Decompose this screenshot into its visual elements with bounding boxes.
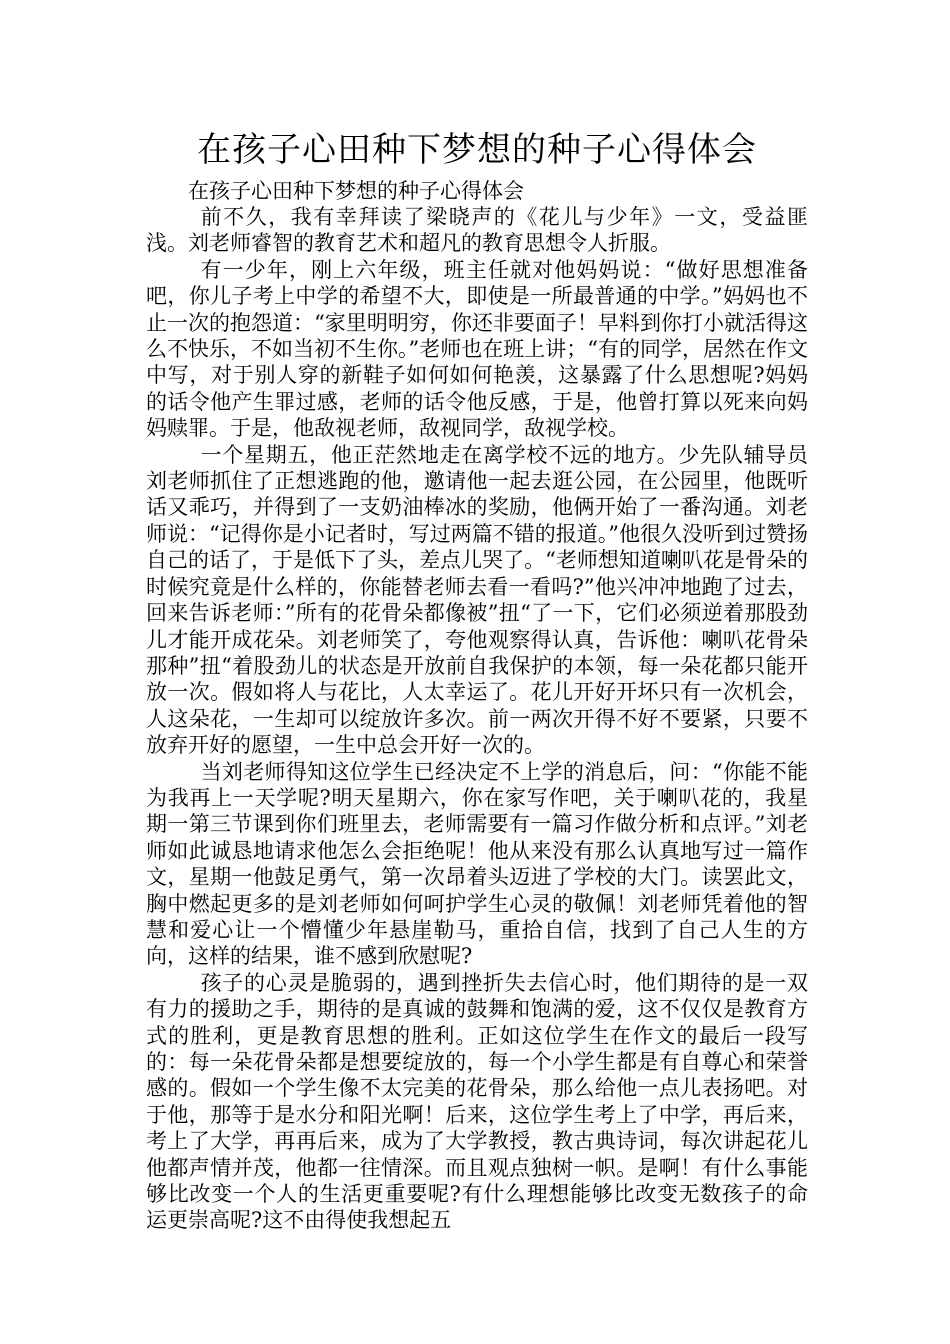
paragraph-4: 当刘老师得知这位学生已经决定不上学的消息后，问：“你能不能为我再上一天学呢?明天星期六，你在家写作吧，关于喇叭花的，我星期一第三节课到你们班里去，老师需要有一篇习作做分析和点评。”刘老师如此诚恳地请求他怎么会拒绝呢！他从来没有那么认真地写过一篇作文，星期一他鼓足勇气，第一次昂着头迈进了学校的大门。读罢此文，胸中燃起更多的是刘老师如何呵护学生心灵的敬佩！刘老师凭着他的智慧和爱心让一个懵懂少年悬崖勒马，重拾自信，找到了自己人生的方向，这样的结果，谁不感到欣慰呢? [146,759,808,969]
paragraph-5: 孩子的心灵是脆弱的，遇到挫折失去信心时，他们期待的是一双有力的援助之手，期待的是真诚的鼓舞和饱满的爱，这不仅仅是教育方式的胜利，更是教育思想的胜利。正如这位学生在作文的最后一段写的：每一朵花骨朵都是想要绽放的，每一个小学生都是有自尊心和荣誉感的。假如一个学生像不太完美的花骨朵，那么给他一点儿表扬吧。对于他，那等于是水分和阳光啊！后来，这位学生考上了中学，再后来，考上了大学，再再后来，成为了大学教授，教古典诗词，每次讲起花儿他都声情并茂，他都一往情深。而且观点独树一帜。是啊！有什么事能够比改变一个人的生活更重要呢?有什么理想能够比改变无数孩子的命运更崇高呢?这不由得使我想起五 [146,970,808,1233]
paragraph-1: 前不久，我有幸拜读了梁晓声的《花儿与少年》一文，受益匪浅。刘老师睿智的教育艺术和超凡的教育思想令人折服。 [146,205,808,256]
document-page [146,128,808,1234]
document-subtitle: 在孩子心田种下梦想的种子心得体会 [188,179,524,203]
paragraph-2: 有一少年，刚上六年级，班主任就对他妈妈说：“做好思想准备吧，你儿子考上中学的希望不大，即使是一所最普通的中学。”妈妈也不止一次的抱怨道：“家里明明穷，你还非要面子！早料到你打小就活得这么不快乐，不如当初不生你。”老师也在班上讲；“有的同学，居然在作文中写，对于别人穿的新鞋子如何如何艳羡，这暴露了什么思想呢?妈妈的话令他产生罪过感，老师的话令他反感，于是，他曾打算以死来向妈妈赎罪。于是，他敌视老师，敌视同学，敌视学校。 [146,257,808,441]
document-title: 在孩子心田种下梦想的种子心得体会 [197,130,757,170]
paragraph-3: 一个星期五，他正茫然地走在离学校不远的地方。少先队辅导员刘老师抓住了正想逃跑的他，邀请他一起去逛公园，在公园里，他既听话又乖巧，并得到了一支奶油棒冰的奖励，他俩开始了一番沟通。刘老师说：“记得你是小记者时，写过两篇不错的报道。”他很久没听到过赞扬自己的话了，于是低下了头，差点儿哭了。“老师想知道喇叭花是骨朵的时候究竟是什么样的，你能替老师去看一看吗?”他兴冲冲地跑了过去，回来告诉老师：”所有的花骨朵都像被”扭“了一下，它们必须逆着那股劲儿才能开成花朵。刘老师笑了，夸他观察得认真，告诉他：喇叭花骨朵那种”扭“着股劲儿的状态是开放前自我保护的本领，每一朵花都只能开放一次。假如将人与花比，人太幸运了。花儿开好开坏只有一次机会，人这朵花，一生却可以绽放许多次。前一两次开得不好不要紧，只要不放弃开好的愿望，一生中总会开好一次的。 [146,442,808,758]
